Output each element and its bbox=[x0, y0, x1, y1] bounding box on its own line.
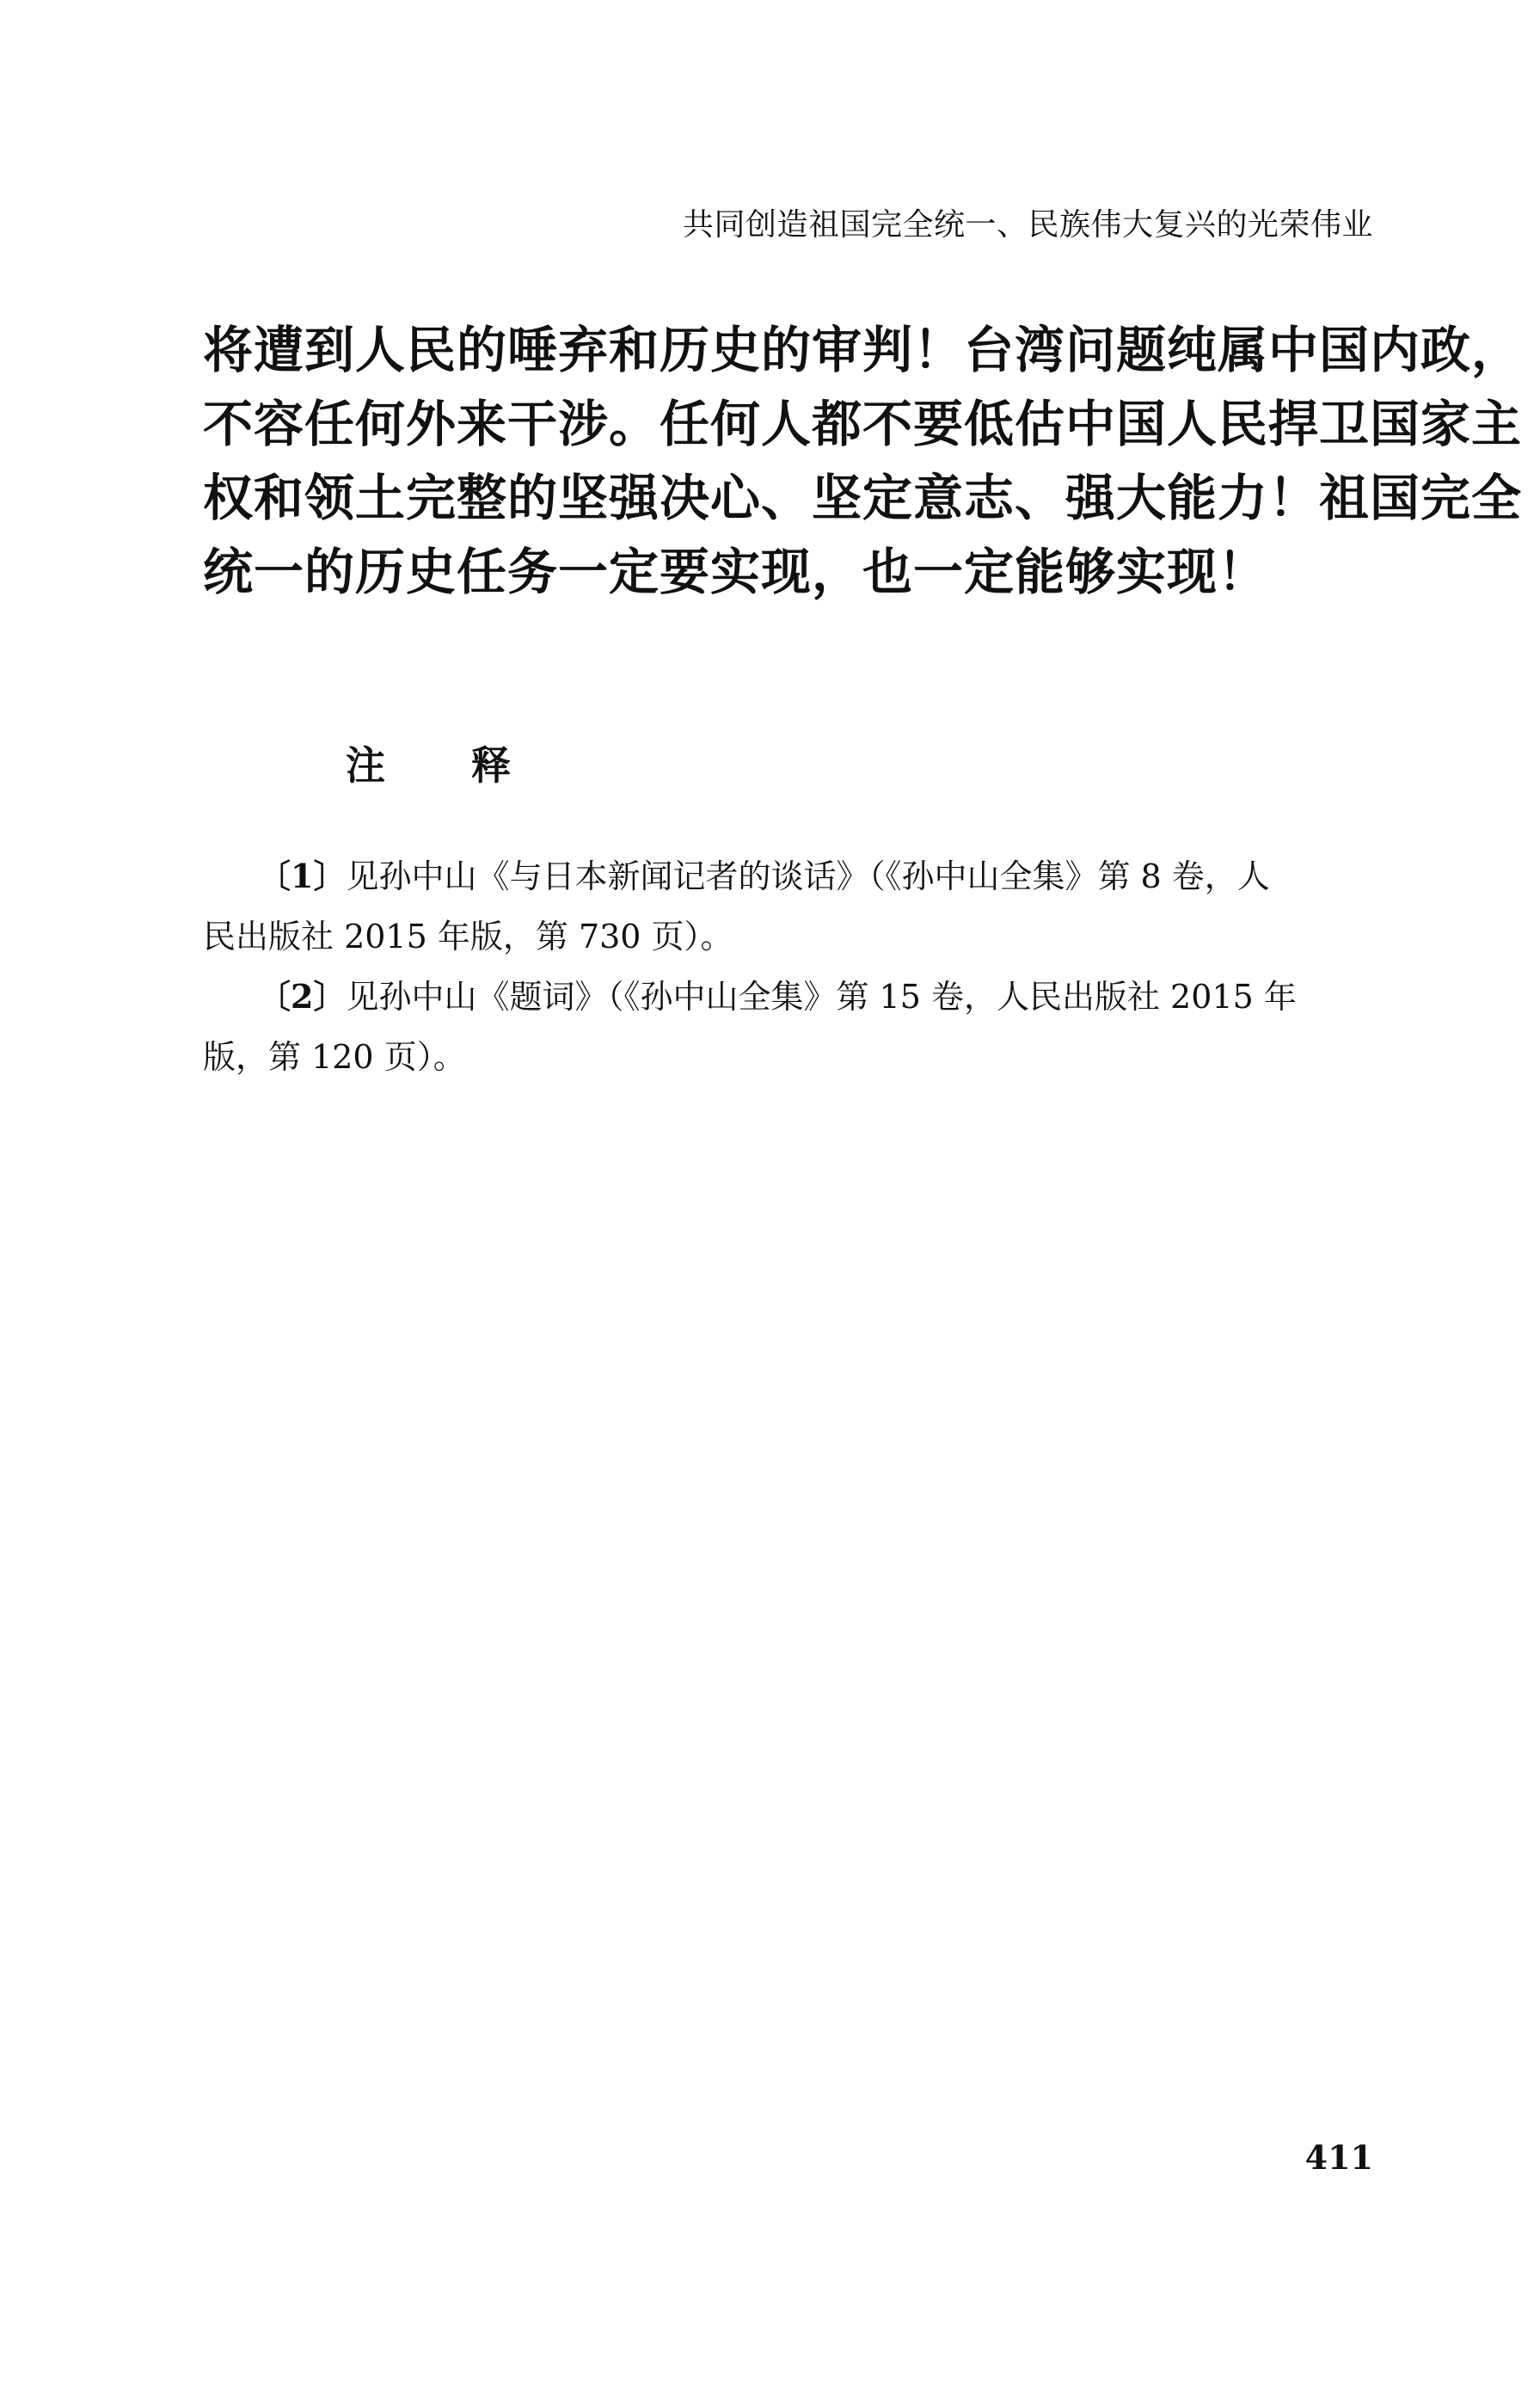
body-line: 统一的历史任务一定要实现，也一定能够实现！ bbox=[203, 543, 1269, 601]
notes-heading-char: 注 bbox=[346, 742, 385, 789]
notes-heading bbox=[346, 738, 511, 793]
note-continuation: 版，第 120 页）。 bbox=[203, 1038, 466, 1076]
note-number: 〔2〕 bbox=[258, 977, 347, 1016]
page-number: 411 bbox=[1304, 2138, 1373, 2177]
note-text: 见孙中山《与日本新闻记者的谈话》（《孙中山全集》第 8 卷，人 bbox=[346, 857, 1270, 895]
running-header: 共同创造祖国完全统一、民族伟大复兴的光荣伟业 bbox=[682, 207, 1373, 243]
note-item bbox=[203, 846, 1372, 967]
note-first-line bbox=[203, 846, 1372, 906]
notes-heading-char: 释 bbox=[471, 742, 511, 789]
body-paragraph bbox=[203, 313, 1523, 609]
body-line: 权和领土完整的坚强决心、坚定意志、强大能力！祖国完全 bbox=[203, 469, 1523, 527]
notes-list bbox=[203, 846, 1372, 1087]
body-line: 不容任何外来干涉。任何人都不要低估中国人民捍卫国家主 bbox=[203, 395, 1523, 453]
body-line: 将遭到人民的唾弃和历史的审判！台湾问题纯属中国内政， bbox=[203, 321, 1523, 379]
note-item bbox=[203, 967, 1372, 1087]
note-continuation: 民出版社 2015 年版，第 730 页）。 bbox=[203, 918, 733, 955]
note-number: 〔1〕 bbox=[258, 857, 347, 895]
note-first-line bbox=[203, 967, 1372, 1027]
note-text: 见孙中山《题词》（《孙中山全集》第 15 卷，人民出版社 2015 年 bbox=[346, 978, 1297, 1016]
